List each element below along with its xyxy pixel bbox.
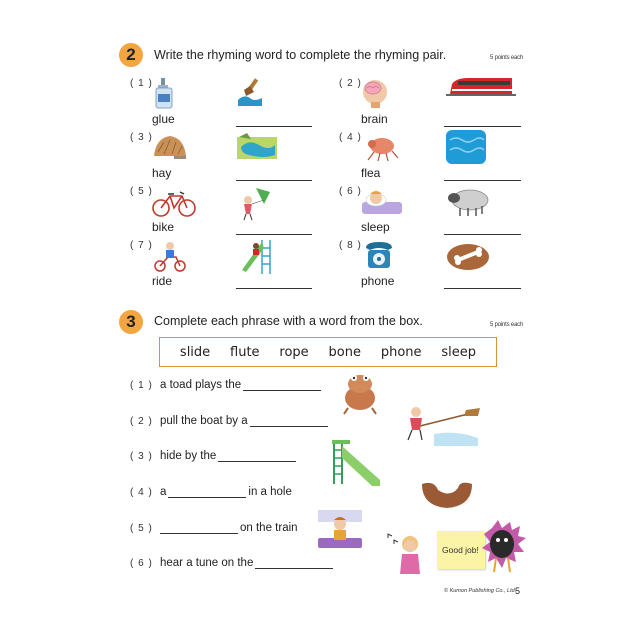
train-icon (446, 76, 516, 98)
bone-icon (446, 242, 490, 272)
page-number: 5 (515, 586, 521, 596)
train-seat-icon (318, 510, 362, 550)
item-number: ( 5 ) (130, 186, 153, 197)
answer-line[interactable] (236, 234, 312, 235)
bay-water-icon (237, 133, 277, 161)
item-word: bike (152, 220, 175, 234)
answer-blank[interactable] (255, 557, 333, 569)
slide-icon (328, 440, 384, 486)
hole-icon (420, 476, 474, 510)
answer-blank[interactable] (218, 450, 296, 462)
rope-boat-icon (404, 404, 480, 446)
paintbrush-icon (236, 76, 266, 108)
answer-line[interactable] (444, 288, 521, 289)
brain-head-icon (362, 78, 388, 108)
item-word: ride (152, 274, 173, 288)
word-box (159, 337, 497, 367)
answer-line[interactable] (236, 180, 312, 181)
phrase-text: hear a tune on the (160, 557, 254, 569)
phrase (160, 522, 298, 534)
phrase (160, 450, 298, 462)
word-box-option: flute (230, 344, 260, 360)
phrase-number: ( 6 ) (130, 558, 153, 569)
flea-icon (364, 134, 400, 162)
sleeping-child-icon (362, 188, 402, 216)
item-word: sleep (361, 220, 390, 234)
glue-bottle-icon (155, 78, 177, 110)
word-box-option: slide (179, 344, 211, 360)
hay-pile-icon (152, 132, 188, 162)
answer-blank[interactable] (168, 486, 246, 498)
phrase (160, 415, 330, 427)
answer-line[interactable] (444, 180, 521, 181)
item-number: ( 6 ) (339, 186, 362, 197)
phrase-number: ( 4 ) (130, 487, 153, 498)
child-riding-bike-icon (154, 241, 186, 273)
item-word: flea (361, 166, 381, 180)
answer-blank[interactable] (250, 415, 328, 427)
section-number-badge: 2 (119, 43, 143, 67)
points-label: 5 points each (490, 322, 524, 328)
phrase-text: in a hole (248, 486, 292, 498)
phrase (160, 557, 335, 569)
section-instruction: Write the rhyming word to complete the rhyming pair. (154, 48, 447, 62)
phrase-number: ( 1 ) (130, 380, 153, 391)
answer-blank[interactable] (243, 379, 321, 391)
section-number-badge: 3 (119, 310, 143, 334)
item-word: phone (361, 274, 395, 288)
points-label: 5 points each (490, 55, 524, 61)
copyright-text: © Kumon Publishing Co., Ltd. (444, 588, 517, 594)
sheep-icon (446, 186, 492, 216)
bicycle-icon (152, 188, 196, 218)
kite-girl-icon (238, 186, 272, 220)
phrase-text: hide by the (160, 450, 217, 462)
item-number: ( 3 ) (130, 132, 153, 143)
word-box-option: phone (380, 344, 422, 360)
word-box-option: sleep (441, 344, 477, 360)
flute-girl-icon (384, 532, 428, 576)
slide-child-icon (238, 240, 272, 274)
word-box-option: rope (279, 344, 309, 360)
section-instruction: Complete each phrase with a word from the box. (154, 314, 423, 328)
item-word: brain (361, 112, 388, 126)
item-number: ( 1 ) (130, 78, 153, 89)
sea-icon (446, 130, 486, 164)
phrase-text: on the train (240, 522, 298, 534)
phrase-number: ( 5 ) (130, 523, 153, 534)
good-job-text: Good job! (442, 545, 479, 555)
answer-line[interactable] (444, 234, 521, 235)
phrase-text: pull the boat by a (160, 415, 248, 427)
item-number: ( 2 ) (339, 78, 362, 89)
answer-line[interactable] (236, 126, 312, 127)
phrase-number: ( 2 ) (130, 416, 153, 427)
toad-icon (340, 372, 380, 414)
phrase-number: ( 3 ) (130, 451, 153, 462)
answer-line[interactable] (236, 288, 312, 289)
answer-blank[interactable] (160, 522, 238, 534)
item-number: ( 8 ) (339, 240, 362, 251)
hedgehog-mascot-icon (482, 518, 526, 574)
item-number: ( 7 ) (130, 240, 153, 251)
phrase (160, 379, 323, 391)
word-box-option: bone (328, 344, 361, 360)
phrase-text: a (160, 486, 167, 498)
item-word: hay (152, 166, 172, 180)
item-number: ( 4 ) (339, 132, 362, 143)
telephone-icon (364, 240, 394, 272)
item-word: glue (152, 112, 175, 126)
answer-line[interactable] (444, 126, 521, 127)
phrase-text: a toad plays the (160, 379, 242, 391)
phrase (160, 486, 292, 498)
